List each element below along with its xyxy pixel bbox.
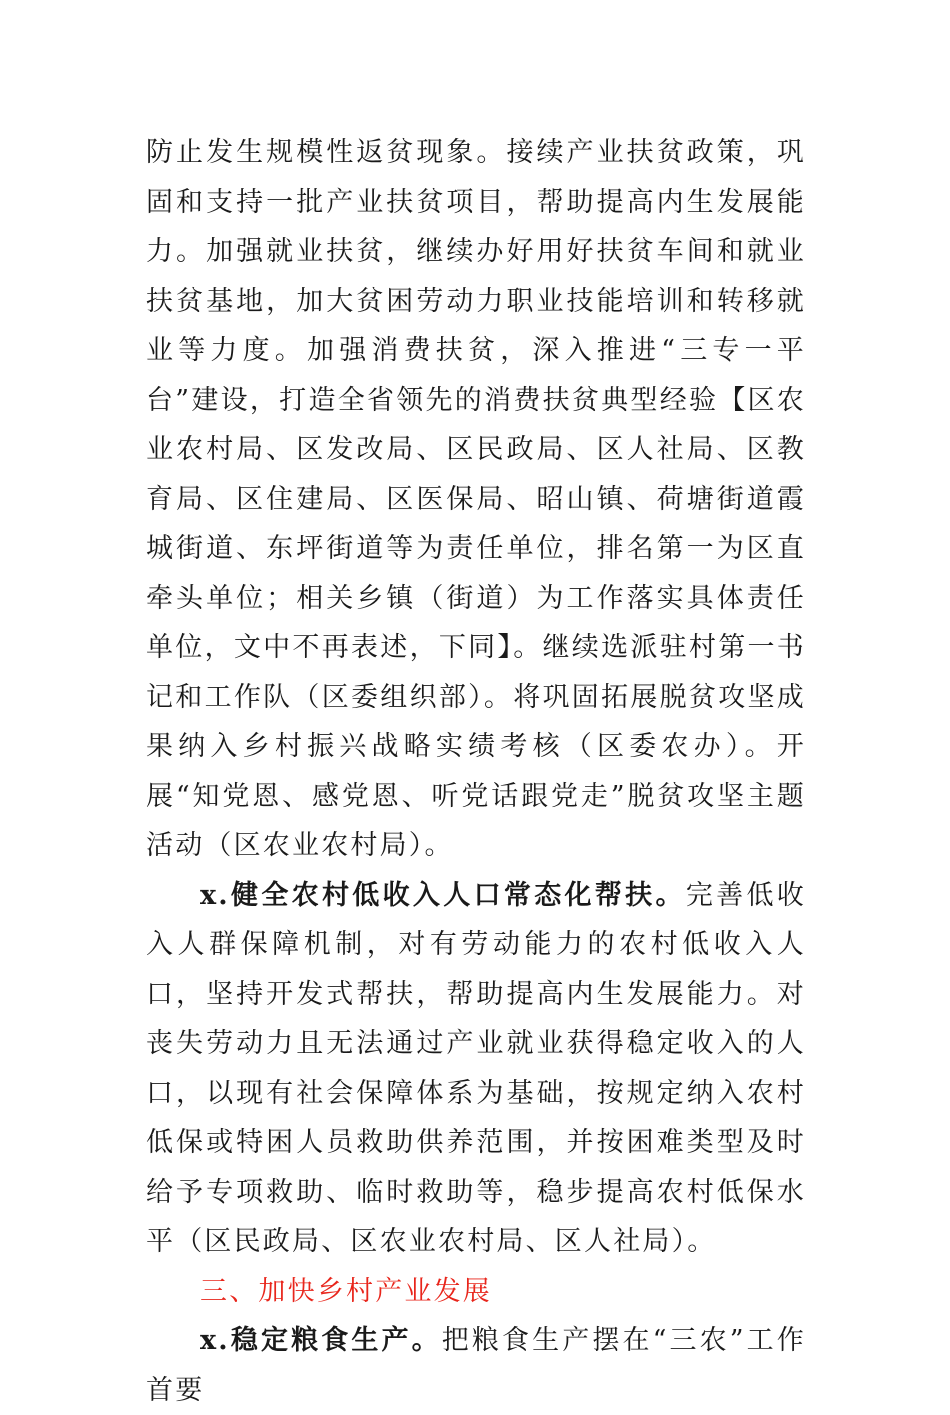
paragraph-text: 完善低收入人群保障机制，对有劳动能力的农村低收入人口，坚持开发式帮扶，帮助提高内生发展能力。对丧失劳动力且无法通过产业就业获得稳定收入的人口，以现有社会保障体系为基础，按规定纳入农村低保或特困人员救助供养范围，并按困难类型及时给予专项救助、临时救助等，稳步提高农村低保水平（区民政局、区农业农村局、区人社局）。	[146, 879, 806, 1257]
paragraph-grain-production	[146, 1316, 806, 1415]
paragraph-text: 把粮食生产摆在“三农”工作首要	[146, 1325, 806, 1406]
paragraph-poverty-consolidation	[146, 128, 806, 871]
document-body	[146, 128, 806, 1415]
paragraph-text: 防止发生规模性返贫现象。接续产业扶贫政策，巩固和支持一批产业扶贫项目，帮助提高内生发展能力。加强就业扶贫，继续办好用好扶贫车间和就业扶贫基地，加大贫困劳动力职业技能培训和转移就业等力度。加强消费扶贫，深入推进“三专一平台”建设，打造全省领先的消费扶贫典型经验【区农业农村局、区发改局、区民政局、区人社局、区教育局、区住建局、区医保局、昭山镇、荷塘街道霞城街道、东坪街道等为责任单位，排名第一为区直牵头单位；相关乡镇（街道）为工作落实具体责任单位，文中不再表述，下同】。继续选派驻村第一书记和工作队（区委组织部）。将巩固拓展脱贫攻坚成果纳入乡村振兴战略实绩考核（区委农办）。开展“知党恩、感党恩、听党话跟党走”脱贫攻坚主题活动（区农业农村局）。	[146, 137, 806, 861]
paragraph-low-income-assistance	[146, 871, 806, 1267]
paragraph-lead-title: x.健全农村低收入人口常态化帮扶。	[200, 879, 686, 911]
section-heading: 三、加快乡村产业发展	[200, 1275, 492, 1307]
paragraph-lead-title: x.稳定粮食生产。	[200, 1325, 442, 1356]
